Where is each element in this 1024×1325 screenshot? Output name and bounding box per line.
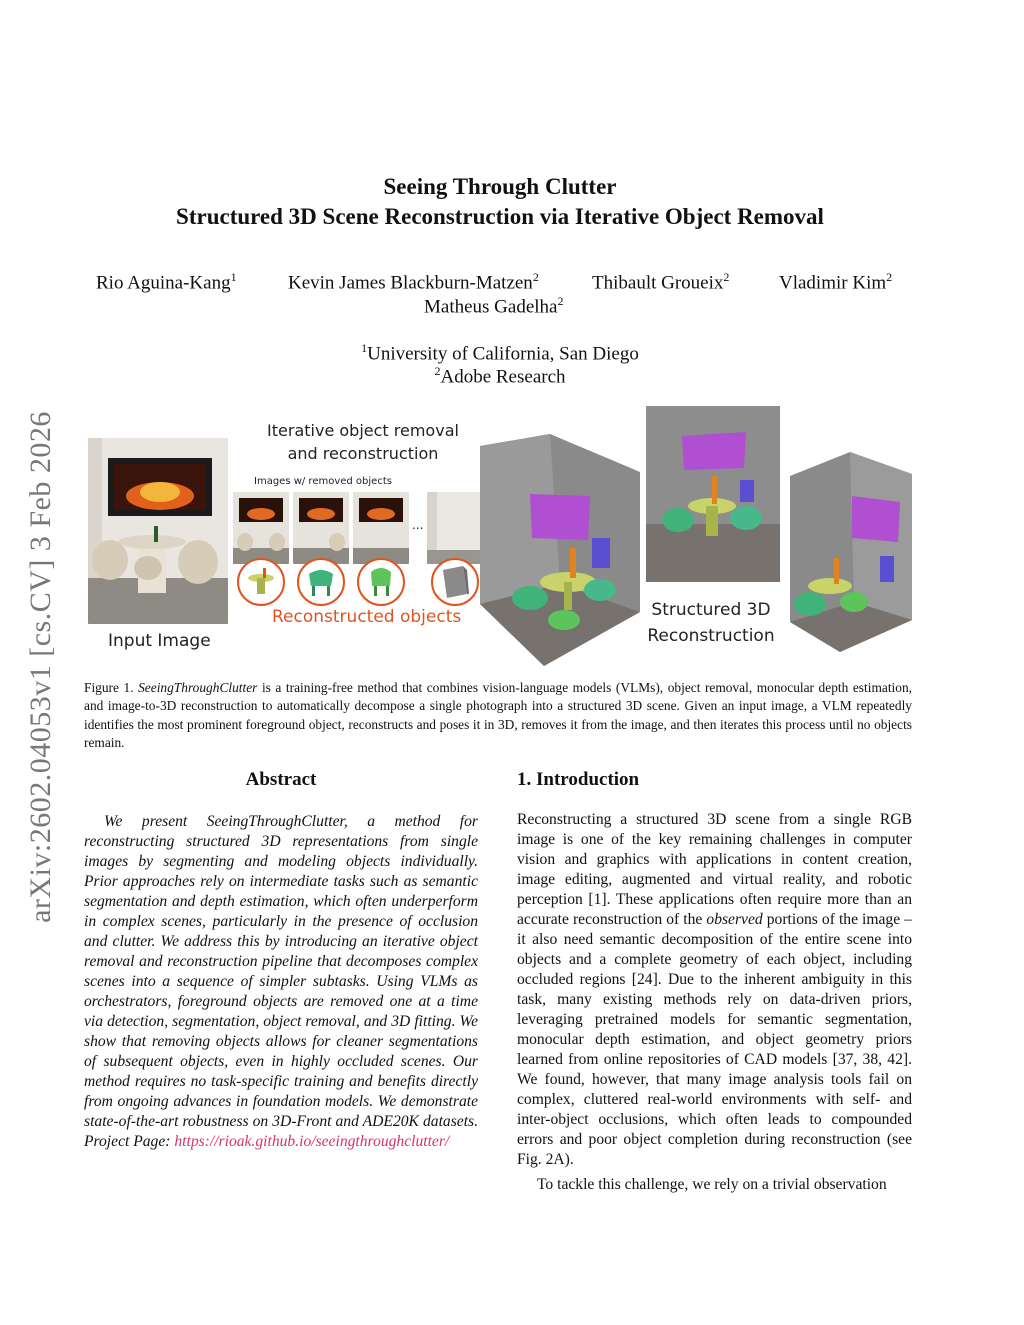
author-1: Rio Aguina-Kang$^1$: [96, 270, 237, 294]
structured-reconstruction-view-1: [480, 434, 650, 666]
affiliation-1: $^1$University of California, San Diego: [361, 341, 639, 365]
figure-1: [84, 400, 914, 670]
structured-reconstruction-view-3: [790, 452, 916, 652]
author-2: Kevin James Blackburn-Matzen$^2$: [288, 270, 539, 294]
paper-title-line-2: Structured 3D Scene Reconstruction via Iterative Object Removal: [176, 204, 824, 229]
input-image: [88, 438, 228, 624]
iterative-label: Iterative object removal and reconstruction: [267, 421, 459, 463]
removed-image-2: [293, 492, 349, 564]
removed-image-final: [427, 492, 481, 564]
structured-reconstruction-view-2: [646, 406, 780, 582]
figure-1-caption: Figure 1. SeeingThroughClutter is a training-free method that combines vision-language models (VLMs), object removal, monocular depth estimation, and image-to-3D reconstruction to automatically decompose a single photograph into a structured 3D scene. Given an input image, a VLM repeatedly identifies the most prominent foreground object, reconstructs and poses it in 3D, removes it from the image, and then iterates this process until no objects remain.: [84, 680, 912, 750]
introduction-paragraph-1: Reconstructing a structured 3D scene from a single RGB image is one of the key remaining challenges in computer vision and graphics with applications in content creation, image editing, augmented and virtual reality, and robotic perception [1]. These applications often require more than an accurate reconstruction of the observed portions of the image – it also need semantic decomposition of the entire scene into objects and a complete geometry of each object, including occluded regions [24]. Due to the inherent ambiguity in this task, many existing methods rely on data-driven priors, leveraging pretrained models for semantic segmentation, monocular depth estimation, and object geometry priors learned from online repositories of CAD models [37, 38, 42]. We found, however, that many image analysis tools fail on complex, cluttered real-world environments with self- and inter-object occlusions, which often leads to compounded errors and poor object completion during reconstruction (see Fig. 2A).: [517, 811, 913, 1168]
input-image-label: Input Image: [108, 631, 211, 651]
paper-title-line-1: Seeing Through Clutter: [383, 174, 617, 199]
author-3: Thibault Groueix$^2$: [592, 270, 730, 294]
author-4: Vladimir Kim$^2$: [779, 270, 893, 294]
project-page-link[interactable]: https://rioak.github.io/seeingthroughclutter/: [174, 1133, 450, 1150]
introduction-paragraph-2: To tackle this challenge, we rely on a trivial observation: [537, 1176, 887, 1193]
affiliation-2: $^2$Adobe Research: [434, 364, 566, 388]
structured-3d-label: Structured 3D Reconstruction: [647, 600, 775, 646]
reconstructed-wall: [431, 558, 479, 606]
reconstructed-objects-label: Reconstructed objects: [272, 607, 462, 627]
reconstructed-chair-2: [357, 558, 405, 606]
removed-objects-label: Images w/ removed objects: [254, 476, 392, 487]
abstract-heading: Abstract: [245, 769, 317, 790]
removed-image-3: [353, 492, 409, 564]
author-5: Matheus Gadelha$^2$: [424, 294, 564, 318]
abstract-body: We present SeeingThroughClutter, a method for reconstructing structured 3D representations from single images by segmenting and modeling objects individually. Prior approaches rely on intermediate tasks such as semantic segmentation and depth estimation, which often underperform in complex scenes, particularly in the presence of occlusion and clutter. We address this by introducing an iterative object removal and reconstruction pipeline that decomposes complex scenes into a sequence of simpler subtasks. Using VLMs as orchestrators, foreground objects are removed one at a time via detection, segmentation, object removal, and 3D fitting. We show that removing objects allows for cleaner segmentations of subsequent objects, even in highly occluded scenes. Our method requires no task-specific training and benefits directly from ongoing advances in foundation models. We demonstrate state-of-the-art robustness on 3D-Front and ADE20K datasets. Project Page: https://rioak.github.io/seeingthroughclutter/: [84, 813, 478, 1150]
reconstructed-table: [237, 558, 285, 606]
removed-image-1: [233, 492, 289, 564]
arxiv-identifier: arXiv:2602.04053v1 [cs.CV] 3 Feb 2026: [24, 411, 58, 923]
introduction-heading: 1. Introduction: [517, 769, 640, 790]
ellipsis: ...: [412, 518, 424, 532]
reconstructed-chair-1: [297, 558, 345, 606]
